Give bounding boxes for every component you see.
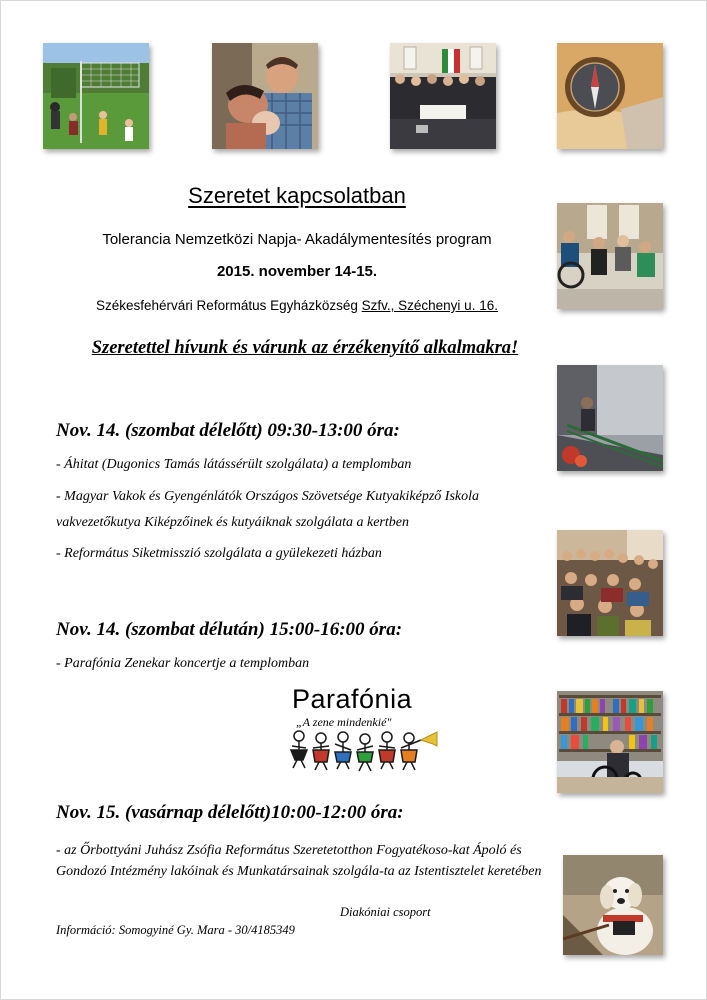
church-congregation-photo [390, 43, 496, 149]
venue-address: Szfv., Széchenyi u. 16. [361, 298, 498, 313]
trumpet-icon [421, 732, 437, 746]
session-3-heading: Nov. 15. (vasárnap délelőtt)10:00-12:00 óra: [56, 802, 404, 823]
dancing-figure-2 [313, 733, 329, 770]
event-date: 2015. november 14-15. [216, 263, 378, 280]
volleyball-outdoor-photo [43, 43, 149, 149]
compass-photo [557, 43, 663, 149]
church-stairs-photo [557, 365, 663, 471]
session-1-item-3: - Református Siketmisszió szolgálata a gyülekezeti házban [56, 546, 382, 561]
dancing-figure-3 [335, 732, 351, 769]
page-title: Szeretet kapcsolatban [188, 183, 406, 208]
venue-name: Székesfehérvári Református Egyházközség [96, 298, 362, 313]
session-1-heading: Nov. 14. (szombat délelőtt) 09:30-13:00 óra: [56, 420, 400, 441]
audience-hall-photo [557, 530, 663, 636]
session-3-item-1: - az Őrbottyáni Juhász Zsófia Református Szeretetotthon Fogyatékoso-kat Ápoló és Gondozó Intézmény lakóinak és Munkatársainak szolgála-ta az Istentisztelet keretében [56, 843, 542, 879]
event-subtitle: Tolerancia Nemzetközi Napja- Akadálymentesítés program [102, 231, 492, 248]
parafonia-logo-tagline: „A zene mindenkié" [296, 715, 392, 729]
wheelchair-group-photo [557, 203, 663, 309]
signature: Diakóniai csoport [340, 905, 431, 919]
parafonia-logo-figures [287, 728, 447, 778]
session-1-item-2: - Magyar Vakok és Gyengénlátók Országos Szövetsége Kutyakiképző Iskola vakvezetőkutya Kiképzőinek és kutyáiknak szolgálata a kertben [56, 489, 480, 530]
parafonia-logo-name: Parafónia [292, 684, 413, 714]
guide-dog-photo [563, 855, 663, 955]
dancing-figure-6 [401, 733, 421, 770]
contact-info: Információ: Somogyiné Gy. Mara - 30/4185349 [56, 923, 295, 937]
father-child-photo [212, 43, 318, 149]
dancing-figure-4 [357, 734, 373, 771]
session-1-item-1: - Áhitat (Dugonics Tamás látássérült szolgálata) a templomban [56, 457, 412, 472]
event-venue [0, 298, 594, 313]
invitation-line: Szeretettel hívunk és várunk az érzékenyítő alkalmakra! [91, 338, 519, 358]
session-2-heading: Nov. 14. (szombat délután) 15:00-16:00 óra: [56, 619, 403, 640]
session-2-item-1: - Parafónia Zenekar koncertje a templomban [56, 656, 310, 671]
dancing-figure-1 [291, 731, 307, 768]
dancing-figure-5 [379, 732, 395, 769]
library-wheelchair-photo [557, 691, 663, 793]
